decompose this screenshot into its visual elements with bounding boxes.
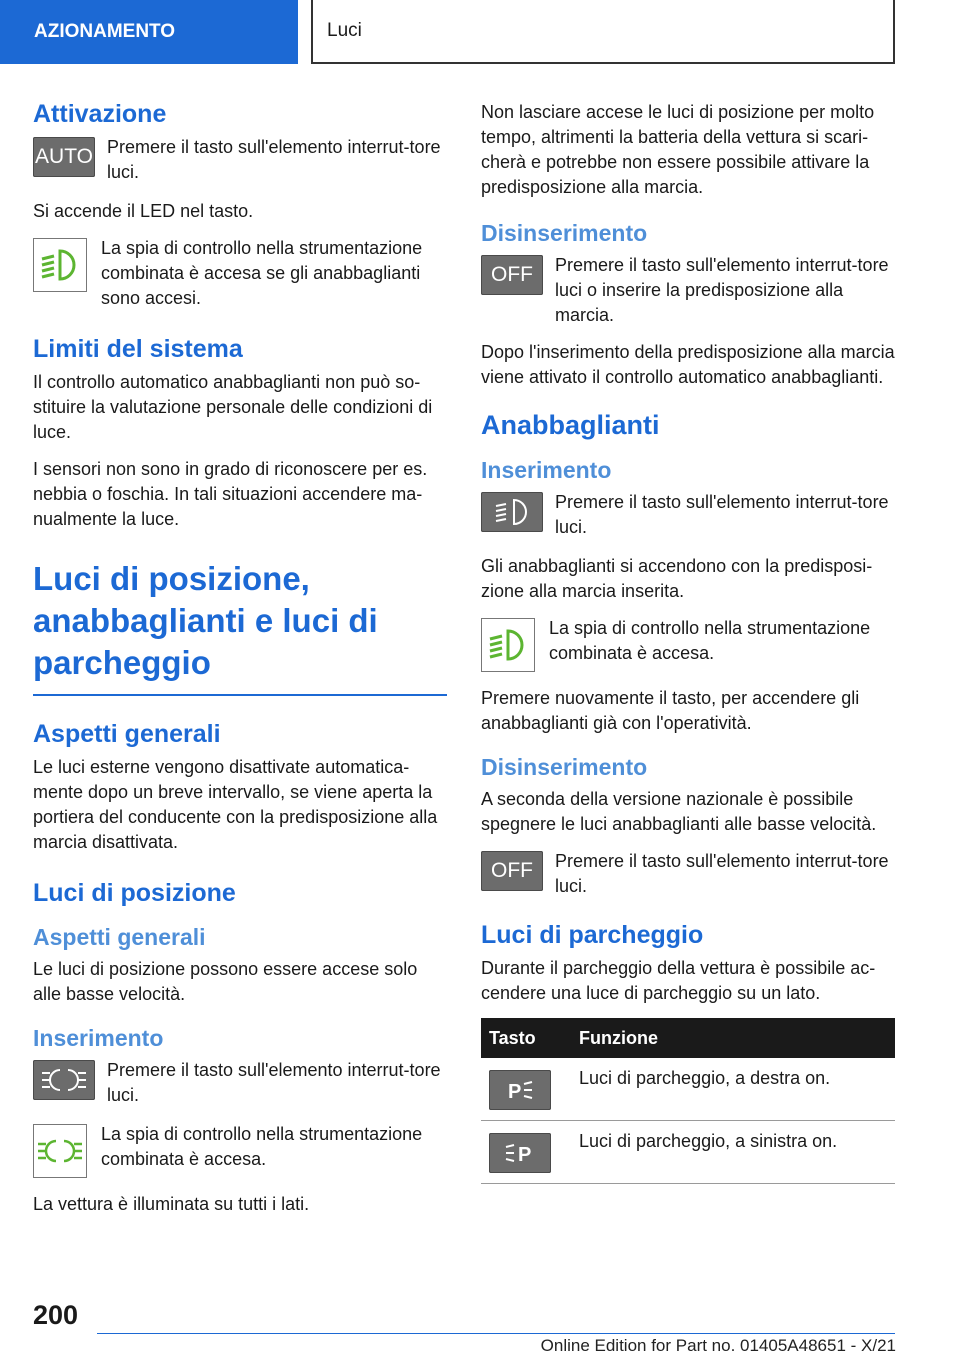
main-heading-line-1: Luci di posizione, xyxy=(33,560,310,597)
anabbaglianti-heading: Anabbaglianti xyxy=(481,410,660,440)
aspetti-text: Le luci esterne vengono disattivate automatica-mente dopo un breve intervallo, se viene aperta la portiera del conducente con la predisposizione alla marcia disattivata. xyxy=(33,757,438,852)
attivazione-row xyxy=(33,135,447,185)
parking-left-icon xyxy=(489,1133,551,1173)
ana-spia-text: La spia di controllo nella strumentazione combinata è accesa. xyxy=(549,618,871,663)
pos-spia-text: La spia di controllo nella strumentazione combinata è accesa. xyxy=(101,1124,423,1169)
aspetti-heading: Aspetti generali xyxy=(33,720,221,748)
ana-disinserimento-heading: Disinserimento xyxy=(481,754,648,780)
limiti-heading: Limiti del sistema xyxy=(33,335,243,363)
parcheggio-text: Durante il parcheggio della vettura è possibile ac-cendere una luce di parcheggio su un lato. xyxy=(481,958,876,1003)
svg-text:P: P xyxy=(508,1081,522,1103)
spia-row xyxy=(33,236,447,311)
gli-text: Gli anabbaglianti si accendono con la predisposi-zione alla marcia inserita. xyxy=(481,556,873,601)
footer-rule xyxy=(97,1333,895,1334)
limiti-text-1: Il controllo automatico anabbaglianti non può so-stituire la valutazione personale delle condizioni di luce. xyxy=(33,372,433,442)
left-column xyxy=(33,100,447,1229)
disinserimento-row xyxy=(481,253,895,328)
ana-off-row xyxy=(481,849,895,899)
inserimento-heading: Inserimento xyxy=(33,1025,164,1051)
auto-key-icon: AUTO xyxy=(33,137,95,177)
ana-off-text: Premere il tasto sull'elemento interrut-tore luci. xyxy=(555,851,889,896)
pos-aspetti-text: Le luci di posizione possono essere accese solo alle basse velocità. xyxy=(33,959,418,1004)
pos-aspetti-heading: Aspetti generali xyxy=(33,924,206,950)
attivazione-heading: Attivazione xyxy=(33,100,167,128)
table-header-row xyxy=(481,1018,895,1058)
ana-spia-row xyxy=(481,616,895,672)
off-key-icon-2: OFF xyxy=(481,851,543,891)
chapter-tab: Luci xyxy=(311,0,895,64)
main-heading-line-3: parcheggio xyxy=(33,644,211,681)
table-cell-function: Luci di parcheggio, a sinistra on. xyxy=(571,1121,895,1184)
side-lights-indicator-icon xyxy=(33,1124,87,1178)
svg-text:P: P xyxy=(518,1144,532,1166)
non-lasciare-text: Non lasciare accese le luci di posizione per molto tempo, altrimenti la batteria della vettura si scari-cherà e potrebbe non essere possibile attivare la predisposizione alla marcia. xyxy=(481,102,875,197)
premere-nuovamente-text: Premere nuovamente il tasto, per accendere gli anabbaglianti già con l'operatività. xyxy=(481,688,860,733)
low-beam-key-icon xyxy=(481,492,543,532)
inserimento-text: Premere il tasto sull'elemento interrut-tore luci. xyxy=(107,1060,441,1105)
parking-right-icon xyxy=(489,1070,551,1110)
side-lights-key-icon xyxy=(33,1060,95,1100)
table-row xyxy=(481,1121,895,1184)
pos-spia-row xyxy=(33,1122,447,1178)
main-heading-line-2: anabbaglianti e luci di xyxy=(33,602,378,639)
ana-disinserimento-text: A seconda della versione nazionale è possibile spegnere le luci anabbaglianti alle basse velocità. xyxy=(481,789,877,834)
heading-rule xyxy=(33,694,447,696)
edition-text: Online Edition for Part no. 01405A48651 - X/21 xyxy=(540,1336,896,1355)
page-header xyxy=(0,0,960,66)
parking-lights-table xyxy=(481,1018,895,1184)
illuminata-text: La vettura è illuminata su tutti i lati. xyxy=(33,1194,310,1214)
ana-inserimento-heading: Inserimento xyxy=(481,457,612,483)
ana-inserimento-text: Premere il tasto sull'elemento interrut-tore luci. xyxy=(555,492,889,537)
led-text: Si accende il LED nel tasto. xyxy=(33,201,254,221)
col-header-funzione: Funzione xyxy=(571,1018,895,1058)
disinserimento-heading: Disinserimento xyxy=(481,220,648,246)
off-key-icon: OFF xyxy=(481,255,543,295)
low-beam-indicator-icon xyxy=(33,238,87,292)
disinserimento-text: Premere il tasto sull'elemento interrut-tore luci o inserire la predisposizione alla marcia. xyxy=(555,255,889,325)
right-column xyxy=(481,100,895,1184)
table-row xyxy=(481,1058,895,1121)
inserimento-row xyxy=(33,1058,447,1108)
low-beam-indicator-icon-2 xyxy=(481,618,535,672)
table-cell-function: Luci di parcheggio, a destra on. xyxy=(571,1058,895,1121)
posizione-heading: Luci di posizione xyxy=(33,879,236,907)
attivazione-text: Premere il tasto sull'elemento interrut-tore luci. xyxy=(107,137,441,182)
col-header-tasto: Tasto xyxy=(481,1018,571,1058)
section-tab: AZIONAMENTO xyxy=(0,0,298,64)
limiti-text-2: I sensori non sono in grado di riconoscere per es. nebbia o foschia. In tali situazioni accendere ma-nualmente la luce. xyxy=(33,459,428,529)
dopo-text: Dopo l'inserimento della predisposizione alla marcia viene attivato il controllo automatico anabbaglianti. xyxy=(481,342,895,387)
ana-inserimento-row xyxy=(481,490,895,540)
parcheggio-heading: Luci di parcheggio xyxy=(481,921,704,949)
spia-text: La spia di controllo nella strumentazione combinata è accesa se gli anabbaglianti sono accesi. xyxy=(101,238,423,308)
page-number: 200 xyxy=(33,1300,79,1330)
